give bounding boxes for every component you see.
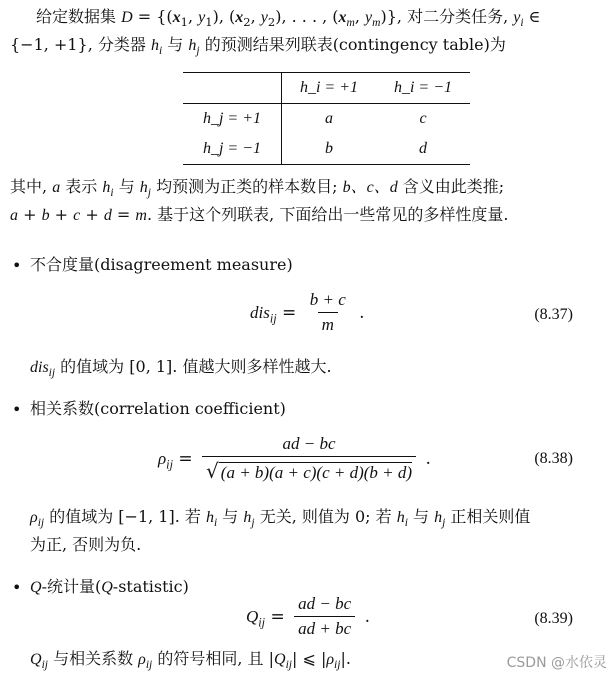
equation-8-39: $Q_{ij}$ = $\frac{ad - bc}{ad + bc}$ . xyxy=(246,594,370,638)
rho-note-1: $\rho_{ij}$ 的值域为 [−1, 1]. 若 $h_i$ 与 $h_j$ 无关, 则值为 0; 若 $h_i$ 与 $h_j$ 正相关则值 xyxy=(30,507,531,530)
para-text: 与相关系数 xyxy=(53,649,134,668)
para-text: 的值域为 xyxy=(49,507,114,526)
para-text: 若 xyxy=(184,507,201,526)
intro-text: 分类器 xyxy=(97,35,146,54)
intro-text: 的预测结果列联表(contingency table)为 xyxy=(204,35,506,54)
table-row-header: h_j = +1 xyxy=(183,104,282,135)
para-text: 与 xyxy=(413,507,430,526)
intro-text: 对二分类任务, xyxy=(407,7,509,26)
para-text: -statistic) xyxy=(112,577,189,596)
table-cell: c xyxy=(376,104,470,135)
section-title-correlation: 相关系数(correlation coefficient) xyxy=(30,399,286,418)
after-table-line-2: a + b + c + d = m. 基于这个列联表, 下面给出一些常见的多样性度量. xyxy=(10,205,509,224)
section-title-disagreement: 不合度量(disagreement measure) xyxy=(30,255,293,274)
rho-note-2 xyxy=(30,532,605,558)
equation-number: (8.39) xyxy=(534,610,573,627)
equation-8-37: dis$_{ij}$ = $\frac{b + c}{m}$ . xyxy=(250,290,365,334)
contingency-table xyxy=(183,72,470,165)
para-text: 与 xyxy=(222,507,239,526)
para-text: 含义由此类推; xyxy=(402,177,505,196)
para-text: 表示 xyxy=(65,177,98,196)
para-text: 均预测为正类的样本数目; xyxy=(156,177,338,196)
after-table-line-1: 其中, a 表示 $h_i$ 与 $h_j$ 均预测为正类的样本数目; b、c、d 含义由此类推; xyxy=(10,177,505,200)
bullet: • xyxy=(12,400,22,419)
dis-note: dis$_{ij}$ 的值域为 [0, 1]. 值越大则多样性越大. xyxy=(30,357,332,380)
table-cell: b xyxy=(325,140,333,157)
para-text: 基于这个列联表, 下面给出一些常见的多样性度量. xyxy=(157,205,509,224)
para-text: 与 xyxy=(118,177,135,196)
para-text: 的符号相同, 且 xyxy=(157,649,264,668)
table-cell: d xyxy=(419,140,427,157)
bullet: • xyxy=(12,578,22,597)
equation-number: (8.37) xyxy=(534,306,573,323)
intro-line-2: {−1, +1}, 分类器 $h_i$ 与 $h_j$ 的预测结果列联表(contingency table)为 xyxy=(10,35,506,58)
para-text: 正相关则值 xyxy=(450,507,531,526)
intro-line-1: 给定数据集 $D = \{(x_1$, $y_1$), ($x_2$, $y_2$), . . . , ($x_m$, $y_m$)}, 对二分类任务, $y_i$ ∈ xyxy=(36,7,541,30)
table-cell: a xyxy=(282,104,377,135)
q-note: $Q_{ij}$ 与相关系数 $\rho_{ij}$ 的符号相同, 且 $|Q_{ij}|$ ⩽ $|\rho_{ij}|$. xyxy=(30,649,351,672)
section-title-q-statistic: Q-统计量(Q-statistic) xyxy=(30,577,189,596)
intro-text: 与 xyxy=(167,35,184,54)
para-text: -统计量( xyxy=(41,577,102,596)
csdn-watermark: CSDN @水依灵 xyxy=(506,655,607,671)
para-text: 为正, 否则为负. xyxy=(30,535,142,554)
table-row-header: h_j = −1 xyxy=(183,134,282,165)
table-col-header: h_i = +1 xyxy=(299,79,359,96)
para-text: 其中, xyxy=(10,177,48,196)
bullet: • xyxy=(12,256,22,275)
table-corner xyxy=(183,73,282,104)
equation-number: (8.38) xyxy=(534,450,573,467)
intro-text: 给定数据集 xyxy=(36,7,117,26)
equation-8-38: $\rho_{ij}$ = $\frac{ad - bc}{√ (a + b)(a + c)(c + d)(b + d)}$ . xyxy=(158,434,431,483)
para-text: 值越大则多样性越大. xyxy=(182,357,332,376)
table-col-header: h_i = −1 xyxy=(393,79,453,96)
para-text: b、c、d xyxy=(342,179,398,196)
para-text: 无关, 则值为 0; 若 xyxy=(259,507,392,526)
para-text: 的值域为 xyxy=(60,357,125,376)
